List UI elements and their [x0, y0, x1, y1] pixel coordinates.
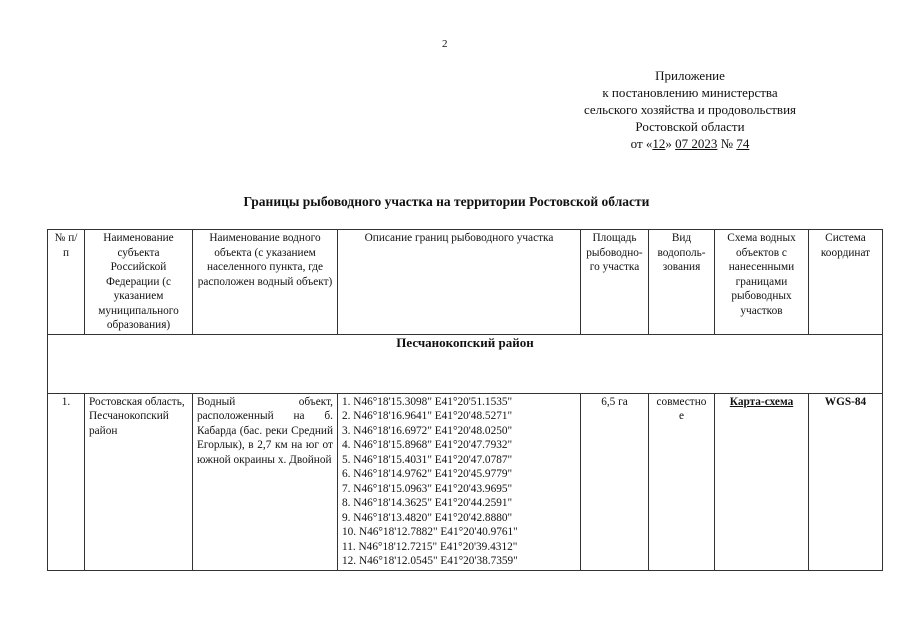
coordinate-point: 4. N46°18'15.8968" E41°20'47.7932": [342, 439, 513, 451]
row-area: 6,5 га: [581, 393, 649, 570]
header-num: № п/п: [48, 230, 85, 335]
coordinate-point: 6. N46°18'14.9762" E41°20'45.9779": [342, 468, 513, 480]
header-subject: Наименование субъекта Российской Федерации (с указанием муниципального образования): [85, 230, 193, 335]
header-scheme: Схема водных объектов с нанесенными границами рыбоводных участков: [715, 230, 809, 335]
boundaries-table: [47, 229, 883, 571]
row-crs: WGS-84: [809, 393, 883, 570]
appendix-header: [560, 67, 820, 152]
row-coordinates: [338, 393, 581, 570]
date-month-year: 07 2023: [675, 136, 718, 151]
number-prefix: №: [717, 136, 737, 151]
header-usage: Вид водополь-зования: [649, 230, 715, 335]
coordinate-point: 9. N46°18'13.4820" E41°20'42.8880": [342, 511, 513, 524]
table-header-row: [48, 230, 883, 335]
coordinate-point: 7. N46°18'15.0963" E41°20'43.9695": [342, 482, 513, 495]
header-crs: Система координат: [809, 230, 883, 335]
date-prefix: от «: [630, 136, 653, 151]
coordinate-point: 11. N46°18'12.7215" E41°20'39.4312": [342, 540, 518, 553]
row-scheme-cell: [715, 393, 809, 570]
district-name: Песчанокопский район: [48, 334, 883, 393]
date-day: 12: [652, 136, 666, 151]
coordinate-point: 2. N46°18'16.9641" E41°20'48.5271": [342, 410, 513, 422]
page-number: 2: [442, 38, 448, 50]
appendix-date-line: [560, 135, 820, 152]
appendix-line: к постановлению министерства: [602, 85, 778, 100]
district-row: [48, 334, 883, 393]
coordinate-point: 12. N46°18'12.0545" E41°20'38.7359": [342, 555, 518, 567]
coordinate-point: 5. N46°18'15.4031" E41°20'47.0787": [342, 453, 513, 466]
table-row: [48, 393, 883, 570]
row-water-object: Водный объект, расположенный на б. Кабарда (бас. реки Средний Егорлык), в 2,7 км на юг от южной окраины х. Двойной: [193, 393, 338, 570]
row-number: 1.: [48, 393, 85, 570]
scheme-map-link[interactable]: Карта-схема: [729, 395, 794, 408]
appendix-line: Приложение: [655, 68, 725, 83]
appendix-line: сельского хозяйства и продовольствия: [583, 102, 797, 117]
header-water-object: Наименование водного объекта (с указанием населенного пункта, где расположен водный объект): [193, 230, 338, 335]
header-boundaries: Описание границ рыбоводного участка: [338, 230, 581, 335]
coordinate-point: 1. N46°18'15.3098" E41°20'51.1535": [342, 395, 513, 408]
header-area: Площадь рыбоводно-го участка: [581, 230, 649, 335]
resolution-number: 74: [736, 136, 750, 151]
coordinate-point: 3. N46°18'16.6972" E41°20'48.0250": [342, 424, 513, 437]
coordinate-point: 8. N46°18'14.3625" E41°20'44.2591": [342, 497, 513, 509]
row-subject: Ростовская область, Песчанокопский район: [85, 393, 193, 570]
document-title: Границы рыбоводного участка на территории Ростовской области: [243, 194, 650, 209]
coordinate-point: 10. N46°18'12.7882" E41°20'40.9761": [342, 526, 518, 538]
date-mid: »: [665, 136, 676, 151]
row-usage: совместно е: [649, 393, 715, 570]
appendix-line: Ростовской области: [635, 119, 745, 134]
